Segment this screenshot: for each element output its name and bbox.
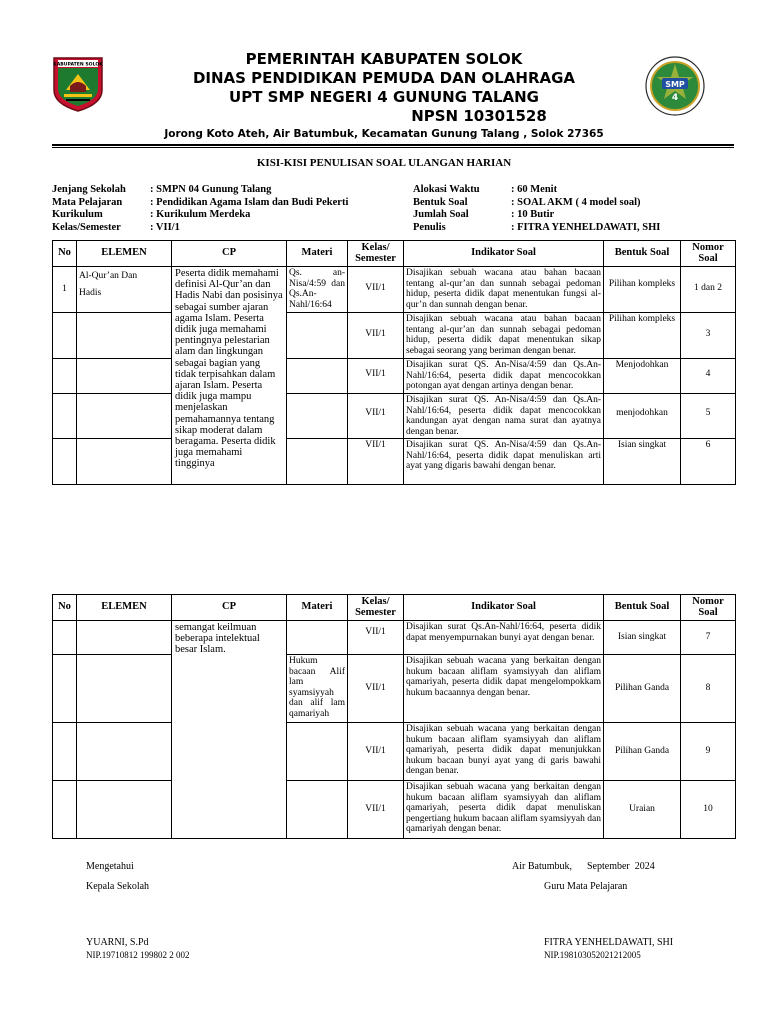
col-kelas-1: Kelas/ — [361, 596, 390, 607]
info-label: Kelas/Semester — [52, 221, 121, 233]
info-right — [413, 184, 660, 234]
row-no-empty — [53, 439, 77, 485]
col-kelas — [348, 241, 404, 267]
row-indikator: Disajikan sebuah wacana atau bahan bacaan tentang al-qur’an dan sunnah sebagai pedoman hidup, peserta didik dapat menentukan sikap sebagai seorang yang beriman dengan benar. — [404, 313, 604, 359]
col-kelas-2: Semester — [355, 606, 396, 618]
left-logo-text: KABUPATEN SOLOK — [53, 62, 103, 68]
row-bentuk: Pilihan Ganda — [604, 723, 681, 781]
col-elemen: ELEMEN — [77, 595, 172, 621]
table-row — [53, 781, 736, 839]
header-line3: UPT SMP NEGERI 4 GUNUNG TALANG — [229, 88, 539, 106]
elemen-line2: Hadis — [79, 288, 102, 298]
row-materi-empty — [287, 723, 348, 781]
row-elemen-empty — [77, 723, 172, 781]
row-materi-empty — [287, 439, 348, 485]
info-value: : VII/1 — [150, 221, 180, 233]
document-title: KISI-KISI PENULISAN SOAL ULANGAN HARIAN — [256, 157, 512, 169]
col-cp: CP — [172, 241, 287, 267]
row-kelas: VII/1 — [348, 267, 404, 313]
row-nomor: 10 — [681, 781, 736, 839]
row-kelas: VII/1 — [348, 359, 404, 394]
row-no-empty — [53, 723, 77, 781]
row-nomor: 4 — [681, 359, 736, 394]
col-nomor-2: Soal — [698, 252, 718, 264]
row-nomor: 3 — [681, 313, 736, 359]
footer-kepala-sekolah: Kepala Sekolah — [86, 881, 150, 892]
row-nomor: 1 dan 2 — [681, 267, 736, 313]
row-indikator: Disajikan surat Qs.An-Nahl/16:64, peserta didik dapat menyempurnakan bunyi ayat dengan benar. — [404, 621, 604, 655]
row-nomor: 5 — [681, 394, 736, 439]
row-materi: Hukum bacaan Alif lam syamsiyyah dan alif lam qamariyah — [287, 655, 348, 723]
row-materi: Qs. an-Nisa/4:59 dan Qs.An-Nahl/16:64 — [287, 267, 348, 313]
col-no: No — [53, 241, 77, 267]
info-label: Mata Pelajaran — [52, 196, 123, 208]
footer-right-name: FITRA YENHELDAWATI, SHI — [544, 937, 674, 948]
table-row — [53, 723, 736, 781]
info-value: : FITRA YENHELDAWATI, SHI — [511, 221, 661, 233]
row-kelas: VII/1 — [348, 781, 404, 839]
header-npsn: NPSN 10301528 — [411, 107, 547, 125]
row-no-empty — [53, 655, 77, 723]
info-label: Alokasi Waktu — [413, 184, 480, 195]
table-row — [53, 394, 736, 439]
footer-guru: Guru Mata Pelajaran — [544, 881, 628, 892]
row-elemen-empty — [77, 621, 172, 655]
row-nomor: 9 — [681, 723, 736, 781]
row-nomor: 8 — [681, 655, 736, 723]
info-left — [52, 184, 348, 234]
info-label: Jumlah Soal — [413, 209, 469, 220]
row-bentuk: Pilihan kompleks — [604, 313, 681, 359]
col-kelas-1: Kelas/ — [361, 242, 390, 253]
col-indikator: Indikator Soal — [404, 595, 604, 621]
right-logo-text: SMP — [665, 80, 685, 89]
col-cp: CP — [172, 595, 287, 621]
col-nomor — [681, 595, 736, 621]
table-row — [53, 439, 736, 485]
row-bentuk: Pilihan Ganda — [604, 655, 681, 723]
header-address: Jorong Koto Ateh, Air Batumbuk, Kecamatan Gunung Talang , Solok 27365 — [164, 128, 604, 140]
row-no: 1 — [53, 267, 77, 313]
row-indikator: Disajikan surat QS. An-Nisa/4:59 dan Qs.An-Nahl/16:64, peserta didik dapat mencocokkan kandungan ayat dengan nama surat dan ayatnya dengan benar. — [404, 394, 604, 439]
info-value: : 10 Butir — [511, 209, 555, 220]
footer-left-name: YUARNI, S.Pd — [86, 937, 149, 948]
footer-place-date: Air Batumbuk, September 2024 — [512, 861, 655, 872]
row-no-empty — [53, 394, 77, 439]
row-indikator: Disajikan surat QS. An-Nisa/4:59 dan Qs.An-Nahl/16:64, peserta didik dapat menuliskan arti ayat yang digaris bawahi dengan benar. — [404, 439, 604, 485]
col-materi: Materi — [287, 595, 348, 621]
row-indikator: Disajikan surat QS. An-Nisa/4:59 dan Qs.An-Nahl/16:64, peserta didik dapat mencocokkan potongan ayat dengan artinya dengan benar. — [404, 359, 604, 394]
row-materi-empty — [287, 359, 348, 394]
row-elemen-empty — [77, 394, 172, 439]
row-bentuk: Isian singkat — [604, 439, 681, 485]
row-indikator: Disajikan sebuah wacana atau bahan bacaan tentang al-qur’an dan sunnah sebagai pedoman hidup, peserta didik dapat menentukan fungsi al-qur’n dan sunnah dengan benar. — [404, 267, 604, 313]
row-no-empty — [53, 313, 77, 359]
header-line1: PEMERINTAH KABUPATEN SOLOK — [245, 50, 523, 68]
col-kelas-2: Semester — [355, 252, 396, 264]
row-kelas: VII/1 — [348, 439, 404, 485]
col-materi: Materi — [287, 241, 348, 267]
letterhead — [0, 50, 768, 126]
row-cp: Peserta didik memahami definisi Al-Qur’an dan Hadis Nabi dan posisinya sebagai sumber ajaran agama Islam. Peserta didik juga memahami pentingnya pelestarian alam dan lingkungan sebagai bagian yang tidak terpisahkan dalam ajaran Islam. Peserta didik juga mampu menjelaskan pemahamannya tentang sikap moderat dalam beragama. Peserta didik juga memahami tingginya — [172, 267, 287, 485]
row-elemen-empty — [77, 439, 172, 485]
footer-right-nip: NIP.198103052021212005 — [544, 950, 641, 960]
row-bentuk: Menjodohkan — [604, 359, 681, 394]
table-row — [53, 621, 736, 655]
row-nomor: 6 — [681, 439, 736, 485]
row-bentuk: Uraian — [604, 781, 681, 839]
info-value: : SOAL AKM ( 4 model soal) — [511, 196, 641, 208]
col-nomor-1: Nomor — [692, 242, 724, 253]
table-row — [53, 655, 736, 723]
row-bentuk: Pilihan kompleks — [604, 267, 681, 313]
col-no: No — [53, 595, 77, 621]
col-nomor-2: Soal — [698, 606, 718, 618]
row-kelas: VII/1 — [348, 655, 404, 723]
row-materi-empty — [287, 781, 348, 839]
col-kelas — [348, 595, 404, 621]
col-nomor — [681, 241, 736, 267]
info-label: Penulis — [413, 221, 446, 233]
header-line2: DINAS PENDIDIKAN PEMUDA DAN OLAHRAGA — [192, 69, 576, 87]
row-bentuk: menjodohkan — [604, 394, 681, 439]
row-indikator: Disajikan sebuah wacana yang berkaitan dengan hukum bacaan aliflam syamsiyyah dan aliflam qamariyah, peserta didik dapat menuliskan pengertiang hukum bacaan aliflam syamsiyyah dan qamariyah dengan benar. — [404, 781, 604, 839]
row-indikator: Disajikan sebuah wacana yang berkaitan dengan hukum bacaan aliflam syamsiyyah dan aliflam qamariyah, peserta didik dapat menunjukkan hukum bacaan bunyi ayat yang di garis bawahi dengan benar. — [404, 723, 604, 781]
row-kelas: VII/1 — [348, 313, 404, 359]
info-value: : Pendidikan Agama Islam dan Budi Pekerti — [150, 196, 349, 208]
row-no-empty — [53, 359, 77, 394]
row-materi-empty — [287, 394, 348, 439]
table-header-row — [53, 241, 736, 267]
col-indikator: Indikator Soal — [404, 241, 604, 267]
col-elemen: ELEMEN — [77, 241, 172, 267]
right-logo-number: 4 — [671, 93, 679, 103]
col-bentuk: Bentuk Soal — [604, 241, 681, 267]
row-bentuk: Isian singkat — [604, 621, 681, 655]
letterhead-rule — [52, 144, 734, 146]
col-bentuk: Bentuk Soal — [604, 595, 681, 621]
row-cp: semangat keilmuan beberapa intelektual besar Islam. — [172, 621, 287, 839]
col-nomor-1: Nomor — [692, 596, 724, 607]
info-label: Bentuk Soal — [413, 196, 468, 208]
row-elemen-empty — [77, 655, 172, 723]
kisi-table-1 — [52, 240, 736, 485]
elemen-line1: Al-Qur’an Dan — [79, 271, 138, 281]
row-elemen — [77, 267, 172, 313]
row-elemen-empty — [77, 781, 172, 839]
row-kelas: VII/1 — [348, 723, 404, 781]
info-label: Kurikulum — [52, 209, 103, 220]
row-kelas: VII/1 — [348, 394, 404, 439]
row-indikator: Disajikan sebuah wacana yang berkaitan dengan hukum bacaan aliflam syamsiyyah dan aliflam qamariyah, peserta didik dapat mengelompokkam hukum bacaannya dengan benar. — [404, 655, 604, 723]
row-no-empty — [53, 781, 77, 839]
row-materi-empty — [287, 313, 348, 359]
row-kelas: VII/1 — [348, 621, 404, 655]
table-row — [53, 313, 736, 359]
info-value: : SMPN 04 Gunung Talang — [150, 184, 272, 195]
info-value: : 60 Menit — [511, 184, 558, 195]
kisi-table-2 — [52, 594, 736, 839]
row-materi-empty — [287, 621, 348, 655]
table-row — [53, 267, 736, 313]
info-label: Jenjang Sekolah — [52, 184, 126, 195]
table-header-row — [53, 595, 736, 621]
row-no-empty — [53, 621, 77, 655]
letterhead-rule-thin — [52, 147, 734, 148]
footer-left-nip: NIP.19710812 199802 2 002 — [86, 950, 190, 960]
row-nomor: 7 — [681, 621, 736, 655]
table-row — [53, 359, 736, 394]
info-value: : Kurikulum Merdeka — [150, 209, 251, 220]
footer-mengetahui: Mengetahui — [86, 861, 134, 872]
row-elemen-empty — [77, 313, 172, 359]
row-elemen-empty — [77, 359, 172, 394]
